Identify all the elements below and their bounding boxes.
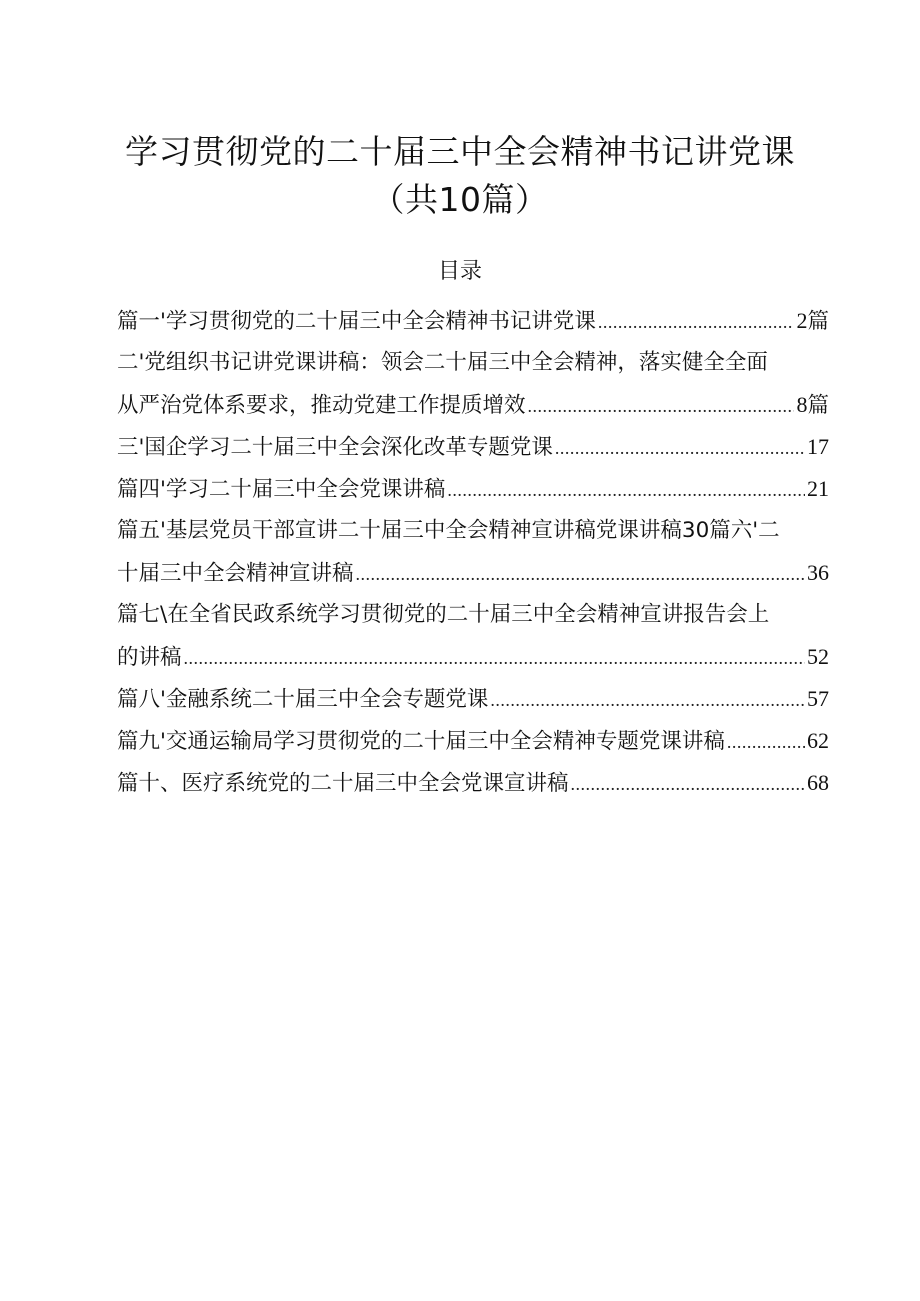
toc-entry-text: 的讲稿: [117, 645, 182, 670]
toc-entry[interactable]: [117, 426, 829, 468]
toc-entry-text: 二'党组织书记讲党课讲稿：领会二十届三中全会精神，落实健全全面: [117, 350, 768, 375]
toc-page-number: 8: [796, 392, 808, 417]
toc-page-number: 36: [807, 560, 829, 585]
toc-entry[interactable]: [117, 342, 829, 384]
toc-entry-tail: 篇: [807, 309, 829, 334]
document-subtitle: （共10篇）: [371, 180, 549, 219]
toc-entry-text: 篇四'学习二十届三中全会党课讲稿: [117, 477, 446, 502]
toc-entry-text: 篇九'交通运输局学习贯彻党的二十届三中全会精神专题党课讲稿: [117, 729, 725, 754]
toc-entry-text: 篇十、医疗系统党的二十届三中全会党课宣讲稿: [117, 771, 569, 796]
toc-page-number: 68: [807, 770, 829, 795]
toc-entry-text: 十届三中全会精神宣讲稿: [117, 561, 354, 586]
toc-entry[interactable]: [117, 300, 829, 342]
toc-leader-dots: [356, 553, 805, 595]
toc-leader-dots: [528, 385, 795, 427]
toc-entry[interactable]: [117, 384, 829, 426]
toc-entry[interactable]: [117, 468, 829, 510]
toc-entry-text: 篇一'学习贯彻党的二十届三中全会精神书记讲党课: [117, 309, 596, 334]
toc-entry[interactable]: [117, 762, 829, 804]
toc-leader-dots: [555, 427, 805, 469]
toc-page-number: 52: [807, 644, 829, 669]
toc-page-number: 57: [807, 686, 829, 711]
toc-leader-dots: [490, 679, 805, 721]
toc-page-number: 17: [807, 434, 829, 459]
toc-page-number: 21: [807, 476, 829, 501]
toc-entry[interactable]: [117, 552, 829, 594]
toc-page-number: 62: [807, 728, 829, 753]
document-title: 学习贯彻党的二十届三中全会精神书记讲党课: [125, 132, 795, 171]
table-of-contents: [117, 300, 829, 804]
toc-entry[interactable]: [117, 510, 829, 552]
toc-entry[interactable]: [117, 594, 829, 636]
toc-entry[interactable]: [117, 678, 829, 720]
toc-leader-dots: [571, 763, 805, 805]
toc-leader-dots: [727, 721, 805, 763]
toc-entry-text: 从严治党体系要求，推动党建工作提质增效: [117, 393, 526, 418]
toc-page-number: 2: [796, 308, 808, 333]
toc-entry[interactable]: [117, 636, 829, 678]
toc-leader-dots: [184, 637, 805, 679]
toc-entry-text: 篇七\在全省民政系统学习贯彻党的二十届三中全会精神宣讲报告会上: [117, 602, 770, 627]
toc-heading: 目录: [437, 259, 482, 284]
toc-entry-tail: 篇: [807, 393, 829, 418]
toc-entry-text: 三'国企学习二十届三中全会深化改革专题党课: [117, 435, 553, 460]
toc-entry-text: 篇八'金融系统二十届三中全会专题党课: [117, 687, 489, 712]
toc-entry-text: 篇五'基层党员干部宣讲二十届三中全会精神宣讲稿党课讲稿30篇六'二: [117, 518, 780, 543]
toc-leader-dots: [598, 301, 795, 343]
toc-entry[interactable]: [117, 720, 829, 762]
toc-leader-dots: [447, 469, 805, 511]
